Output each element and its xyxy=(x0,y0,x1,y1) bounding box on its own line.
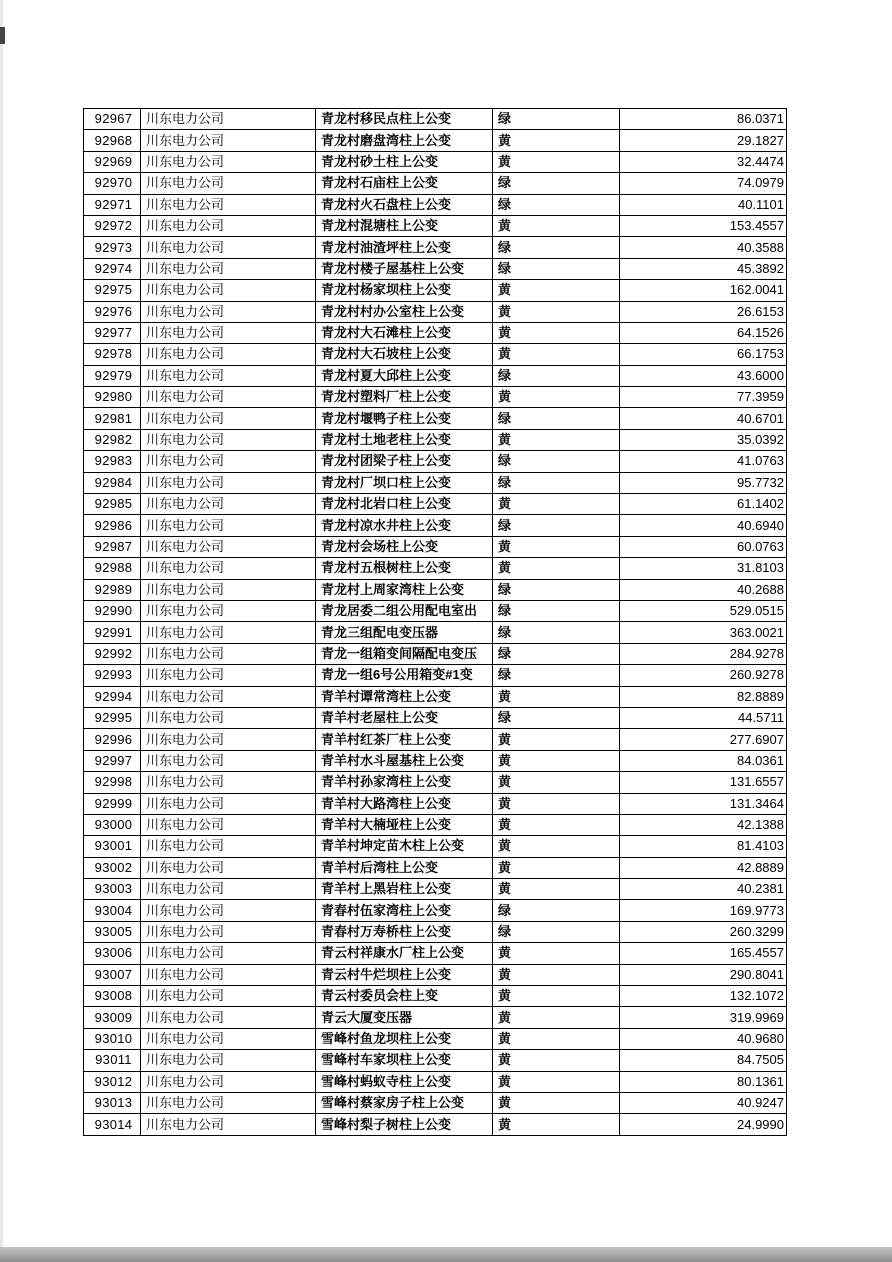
cell-name: 青龙村土地老柱上公变 xyxy=(316,429,493,450)
table-row xyxy=(84,1092,787,1113)
cell-name: 青龙村移民点柱上公变 xyxy=(316,109,493,130)
cell-id: 93004 xyxy=(84,900,141,921)
cell-id: 92986 xyxy=(84,515,141,536)
cell-value: 41.0763 xyxy=(620,451,787,472)
cell-value: 40.9247 xyxy=(620,1092,787,1113)
cell-company: 川东电力公司 xyxy=(141,215,316,236)
cell-value: 131.6557 xyxy=(620,772,787,793)
cell-id: 92983 xyxy=(84,451,141,472)
cell-id: 93014 xyxy=(84,1114,141,1135)
table-row xyxy=(84,1071,787,1092)
cell-company: 川东电力公司 xyxy=(141,194,316,215)
cell-value: 277.6907 xyxy=(620,729,787,750)
cell-name: 青龙村混塘柱上公变 xyxy=(316,215,493,236)
cell-company: 川东电力公司 xyxy=(141,772,316,793)
cell-status: 黄 xyxy=(493,943,620,964)
cell-company: 川东电力公司 xyxy=(141,151,316,172)
cell-name: 青龙村楼子屋基柱上公变 xyxy=(316,258,493,279)
cell-status: 绿 xyxy=(493,579,620,600)
cell-name: 青云大厦变压器 xyxy=(316,1007,493,1028)
cell-id: 93007 xyxy=(84,964,141,985)
cell-value: 40.6940 xyxy=(620,515,787,536)
table-row xyxy=(84,836,787,857)
cell-value: 45.3892 xyxy=(620,258,787,279)
cell-status: 黄 xyxy=(493,301,620,322)
cell-company: 川东电力公司 xyxy=(141,729,316,750)
cell-company: 川东电力公司 xyxy=(141,365,316,386)
cell-status: 黄 xyxy=(493,1071,620,1092)
cell-status: 黄 xyxy=(493,1007,620,1028)
cell-value: 131.3464 xyxy=(620,793,787,814)
cell-company: 川东电力公司 xyxy=(141,1092,316,1113)
table-row xyxy=(84,215,787,236)
cell-status: 绿 xyxy=(493,237,620,258)
cell-company: 川东电力公司 xyxy=(141,879,316,900)
cell-id: 92976 xyxy=(84,301,141,322)
cell-company: 川东电力公司 xyxy=(141,344,316,365)
cell-id: 92984 xyxy=(84,472,141,493)
table-row xyxy=(84,622,787,643)
cell-id: 92999 xyxy=(84,793,141,814)
cell-name: 青龙村会场柱上公变 xyxy=(316,536,493,557)
cell-status: 黄 xyxy=(493,964,620,985)
cell-company: 川东电力公司 xyxy=(141,1071,316,1092)
cell-name: 青龙村北岩口柱上公变 xyxy=(316,494,493,515)
cell-company: 川东电力公司 xyxy=(141,429,316,450)
table-row xyxy=(84,194,787,215)
cell-company: 川东电力公司 xyxy=(141,900,316,921)
cell-value: 61.1402 xyxy=(620,494,787,515)
table-row xyxy=(84,1028,787,1049)
table-row xyxy=(84,151,787,172)
table-row xyxy=(84,429,787,450)
cell-status: 绿 xyxy=(493,622,620,643)
cell-value: 290.8041 xyxy=(620,964,787,985)
cell-status: 黄 xyxy=(493,814,620,835)
table-row xyxy=(84,793,787,814)
cell-status: 黄 xyxy=(493,986,620,1007)
cell-name: 青龙一组箱变间隔配电变压 xyxy=(316,643,493,664)
table-row xyxy=(84,1114,787,1135)
cell-name: 青龙居委二组公用配电室出 xyxy=(316,600,493,621)
cell-value: 29.1827 xyxy=(620,130,787,151)
cell-name: 青龙村五根树柱上公变 xyxy=(316,558,493,579)
cell-value: 32.4474 xyxy=(620,151,787,172)
table-row xyxy=(84,280,787,301)
cell-value: 153.4557 xyxy=(620,215,787,236)
cell-value: 81.4103 xyxy=(620,836,787,857)
table-row xyxy=(84,451,787,472)
cell-id: 92967 xyxy=(84,109,141,130)
cell-status: 黄 xyxy=(493,280,620,301)
cell-value: 40.2688 xyxy=(620,579,787,600)
table-row xyxy=(84,130,787,151)
cell-value: 40.2381 xyxy=(620,879,787,900)
table-row xyxy=(84,579,787,600)
table-row xyxy=(84,772,787,793)
cell-name: 青龙村夏大邱柱上公变 xyxy=(316,365,493,386)
cell-company: 川东电力公司 xyxy=(141,622,316,643)
table-row xyxy=(84,921,787,942)
cell-name: 青龙村塑料厂柱上公变 xyxy=(316,387,493,408)
table-row xyxy=(84,729,787,750)
cell-name: 青龙村砂土柱上公变 xyxy=(316,151,493,172)
cell-status: 绿 xyxy=(493,600,620,621)
cell-value: 24.9990 xyxy=(620,1114,787,1135)
cell-status: 黄 xyxy=(493,387,620,408)
cell-id: 92997 xyxy=(84,750,141,771)
cell-name: 青羊村上黑岩柱上公变 xyxy=(316,879,493,900)
cell-value: 84.7505 xyxy=(620,1050,787,1071)
cell-company: 川东电力公司 xyxy=(141,301,316,322)
cell-id: 92981 xyxy=(84,408,141,429)
table-row xyxy=(84,686,787,707)
cell-value: 74.0979 xyxy=(620,173,787,194)
cell-company: 川东电力公司 xyxy=(141,451,316,472)
cell-id: 92992 xyxy=(84,643,141,664)
cell-status: 黄 xyxy=(493,879,620,900)
cell-value: 84.0361 xyxy=(620,750,787,771)
cell-id: 92991 xyxy=(84,622,141,643)
cell-value: 284.9278 xyxy=(620,643,787,664)
table-row xyxy=(84,237,787,258)
cell-company: 川东电力公司 xyxy=(141,836,316,857)
table-row xyxy=(84,558,787,579)
cell-status: 黄 xyxy=(493,686,620,707)
table-row xyxy=(84,750,787,771)
cell-status: 绿 xyxy=(493,643,620,664)
table-row xyxy=(84,387,787,408)
cell-name: 青羊村大路湾柱上公变 xyxy=(316,793,493,814)
cell-id: 93000 xyxy=(84,814,141,835)
cell-status: 黄 xyxy=(493,1050,620,1071)
cell-name: 青龙村杨家坝柱上公变 xyxy=(316,280,493,301)
table-row xyxy=(84,365,787,386)
cell-company: 川东电力公司 xyxy=(141,943,316,964)
cell-name: 青云村祥康水厂柱上公变 xyxy=(316,943,493,964)
cell-status: 黄 xyxy=(493,729,620,750)
cell-company: 川东电力公司 xyxy=(141,472,316,493)
cell-name: 青龙村油渣坪柱上公变 xyxy=(316,237,493,258)
cell-status: 黄 xyxy=(493,429,620,450)
cell-company: 川东电力公司 xyxy=(141,643,316,664)
cell-status: 绿 xyxy=(493,472,620,493)
cell-company: 川东电力公司 xyxy=(141,986,316,1007)
table-row xyxy=(84,814,787,835)
cell-value: 40.3588 xyxy=(620,237,787,258)
page-bottom-strip xyxy=(0,1247,892,1262)
table-row xyxy=(84,1050,787,1071)
cell-name: 青龙村大石坡柱上公变 xyxy=(316,344,493,365)
cell-value: 82.8889 xyxy=(620,686,787,707)
cell-name: 青羊村谭常湾柱上公变 xyxy=(316,686,493,707)
table-row xyxy=(84,344,787,365)
cell-status: 黄 xyxy=(493,322,620,343)
cell-name: 青龙村堰鸭子柱上公变 xyxy=(316,408,493,429)
cell-value: 169.9773 xyxy=(620,900,787,921)
table-row xyxy=(84,707,787,728)
cell-id: 92998 xyxy=(84,772,141,793)
cell-id: 93009 xyxy=(84,1007,141,1028)
cell-value: 319.9969 xyxy=(620,1007,787,1028)
cell-company: 川东电力公司 xyxy=(141,1114,316,1135)
table-row xyxy=(84,109,787,130)
cell-company: 川东电力公司 xyxy=(141,109,316,130)
cell-id: 93006 xyxy=(84,943,141,964)
cell-company: 川东电力公司 xyxy=(141,408,316,429)
cell-value: 260.9278 xyxy=(620,665,787,686)
cell-status: 绿 xyxy=(493,921,620,942)
cell-value: 42.1388 xyxy=(620,814,787,835)
cell-status: 黄 xyxy=(493,344,620,365)
cell-status: 绿 xyxy=(493,194,620,215)
cell-status: 黄 xyxy=(493,1092,620,1113)
cell-id: 93008 xyxy=(84,986,141,1007)
cell-status: 黄 xyxy=(493,1028,620,1049)
cell-value: 35.0392 xyxy=(620,429,787,450)
cell-name: 青龙村大石滩柱上公变 xyxy=(316,322,493,343)
cell-company: 川东电力公司 xyxy=(141,1007,316,1028)
cell-name: 青龙村上周家湾柱上公变 xyxy=(316,579,493,600)
cell-status: 黄 xyxy=(493,558,620,579)
cell-company: 川东电力公司 xyxy=(141,387,316,408)
cell-company: 川东电力公司 xyxy=(141,686,316,707)
cell-company: 川东电力公司 xyxy=(141,750,316,771)
cell-name: 雪峰村鱼龙坝柱上公变 xyxy=(316,1028,493,1049)
cell-company: 川东电力公司 xyxy=(141,665,316,686)
cell-value: 26.6153 xyxy=(620,301,787,322)
cell-status: 黄 xyxy=(493,215,620,236)
cell-status: 绿 xyxy=(493,365,620,386)
table-row xyxy=(84,900,787,921)
cell-value: 260.3299 xyxy=(620,921,787,942)
cell-company: 川东电力公司 xyxy=(141,814,316,835)
cell-id: 92979 xyxy=(84,365,141,386)
table-row xyxy=(84,536,787,557)
cell-name: 青羊村坤定苗木柱上公变 xyxy=(316,836,493,857)
cell-company: 川东电力公司 xyxy=(141,857,316,878)
cell-status: 黄 xyxy=(493,793,620,814)
cell-id: 92993 xyxy=(84,665,141,686)
table-row xyxy=(84,472,787,493)
cell-id: 92990 xyxy=(84,600,141,621)
cell-value: 77.3959 xyxy=(620,387,787,408)
cell-status: 绿 xyxy=(493,408,620,429)
cell-status: 黄 xyxy=(493,857,620,878)
cell-name: 青龙村团梁子柱上公变 xyxy=(316,451,493,472)
cell-company: 川东电力公司 xyxy=(141,536,316,557)
cell-name: 青龙三组配电变压器 xyxy=(316,622,493,643)
cell-id: 92973 xyxy=(84,237,141,258)
cell-name: 雪峰村蔡家房子柱上公变 xyxy=(316,1092,493,1113)
cell-company: 川东电力公司 xyxy=(141,173,316,194)
cell-company: 川东电力公司 xyxy=(141,964,316,985)
cell-value: 529.0515 xyxy=(620,600,787,621)
cell-name: 青龙村磨盘湾柱上公变 xyxy=(316,130,493,151)
cell-company: 川东电力公司 xyxy=(141,515,316,536)
cell-name: 青春村万寿桥柱上公变 xyxy=(316,921,493,942)
cell-company: 川东电力公司 xyxy=(141,579,316,600)
cell-value: 64.1526 xyxy=(620,322,787,343)
cell-status: 绿 xyxy=(493,451,620,472)
cell-id: 92995 xyxy=(84,707,141,728)
cell-id: 92974 xyxy=(84,258,141,279)
cell-company: 川东电力公司 xyxy=(141,237,316,258)
cell-id: 93002 xyxy=(84,857,141,878)
table-row xyxy=(84,173,787,194)
cell-id: 92971 xyxy=(84,194,141,215)
cell-id: 92985 xyxy=(84,494,141,515)
cell-id: 92987 xyxy=(84,536,141,557)
cell-value: 95.7732 xyxy=(620,472,787,493)
cell-status: 黄 xyxy=(493,1114,620,1135)
cell-name: 青羊村大楠垭柱上公变 xyxy=(316,814,493,835)
page-left-edge xyxy=(0,0,3,1262)
cell-id: 93013 xyxy=(84,1092,141,1113)
cell-status: 黄 xyxy=(493,151,620,172)
cell-value: 40.9680 xyxy=(620,1028,787,1049)
table-row xyxy=(84,943,787,964)
cell-company: 川东电力公司 xyxy=(141,600,316,621)
table-row xyxy=(84,665,787,686)
cell-value: 44.5711 xyxy=(620,707,787,728)
table-row xyxy=(84,408,787,429)
table-row xyxy=(84,301,787,322)
cell-name: 青龙村村办公室柱上公变 xyxy=(316,301,493,322)
transformer-table xyxy=(83,108,787,1136)
cell-company: 川东电力公司 xyxy=(141,258,316,279)
cell-status: 黄 xyxy=(493,536,620,557)
cell-company: 川东电力公司 xyxy=(141,494,316,515)
table-row xyxy=(84,857,787,878)
cell-id: 93005 xyxy=(84,921,141,942)
cell-id: 93011 xyxy=(84,1050,141,1071)
table-row xyxy=(84,879,787,900)
cell-id: 92988 xyxy=(84,558,141,579)
cell-name: 青春村伍家湾柱上公变 xyxy=(316,900,493,921)
table-row xyxy=(84,964,787,985)
cell-name: 青龙村火石盘柱上公变 xyxy=(316,194,493,215)
cell-id: 92978 xyxy=(84,344,141,365)
cell-company: 川东电力公司 xyxy=(141,707,316,728)
cell-status: 绿 xyxy=(493,900,620,921)
cell-id: 92977 xyxy=(84,322,141,343)
cell-id: 93001 xyxy=(84,836,141,857)
cell-name: 雪峰村蚂蚁寺柱上公变 xyxy=(316,1071,493,1092)
cell-value: 80.1361 xyxy=(620,1071,787,1092)
cell-company: 川东电力公司 xyxy=(141,130,316,151)
cell-id: 92980 xyxy=(84,387,141,408)
cell-value: 60.0763 xyxy=(620,536,787,557)
cell-value: 363.0021 xyxy=(620,622,787,643)
cell-status: 绿 xyxy=(493,173,620,194)
cell-value: 66.1753 xyxy=(620,344,787,365)
table-row xyxy=(84,494,787,515)
table-row xyxy=(84,600,787,621)
cell-company: 川东电力公司 xyxy=(141,793,316,814)
cell-status: 绿 xyxy=(493,665,620,686)
cell-name: 青羊村后湾柱上公变 xyxy=(316,857,493,878)
cell-name: 雪峰村车家坝柱上公变 xyxy=(316,1050,493,1071)
cell-name: 青羊村老屋柱上公变 xyxy=(316,707,493,728)
cell-name: 青云村委员会柱上变 xyxy=(316,986,493,1007)
cell-id: 92972 xyxy=(84,215,141,236)
cell-value: 42.8889 xyxy=(620,857,787,878)
cell-value: 40.6701 xyxy=(620,408,787,429)
cell-name: 雪峰村梨子树柱上公变 xyxy=(316,1114,493,1135)
page-edge-mark xyxy=(0,27,5,44)
cell-id: 92969 xyxy=(84,151,141,172)
cell-value: 165.4557 xyxy=(620,943,787,964)
cell-status: 黄 xyxy=(493,494,620,515)
cell-company: 川东电力公司 xyxy=(141,1028,316,1049)
cell-status: 黄 xyxy=(493,836,620,857)
cell-id: 93012 xyxy=(84,1071,141,1092)
table-row xyxy=(84,986,787,1007)
cell-id: 92994 xyxy=(84,686,141,707)
cell-id: 93003 xyxy=(84,879,141,900)
cell-id: 92989 xyxy=(84,579,141,600)
cell-value: 40.1101 xyxy=(620,194,787,215)
table-row xyxy=(84,643,787,664)
cell-value: 86.0371 xyxy=(620,109,787,130)
cell-status: 黄 xyxy=(493,772,620,793)
cell-name: 青龙一组6号公用箱变#1变 xyxy=(316,665,493,686)
table-row xyxy=(84,515,787,536)
cell-name: 青羊村孙家湾柱上公变 xyxy=(316,772,493,793)
cell-id: 92968 xyxy=(84,130,141,151)
table-body xyxy=(84,109,787,1136)
cell-status: 绿 xyxy=(493,515,620,536)
cell-company: 川东电力公司 xyxy=(141,558,316,579)
table-row xyxy=(84,258,787,279)
cell-value: 132.1072 xyxy=(620,986,787,1007)
table-row xyxy=(84,322,787,343)
cell-status: 绿 xyxy=(493,707,620,728)
cell-name: 青龙村凉水井柱上公变 xyxy=(316,515,493,536)
cell-id: 92996 xyxy=(84,729,141,750)
cell-name: 青龙村石庙柱上公变 xyxy=(316,173,493,194)
cell-status: 黄 xyxy=(493,750,620,771)
cell-company: 川东电力公司 xyxy=(141,921,316,942)
cell-value: 162.0041 xyxy=(620,280,787,301)
cell-company: 川东电力公司 xyxy=(141,322,316,343)
cell-value: 31.8103 xyxy=(620,558,787,579)
cell-id: 92970 xyxy=(84,173,141,194)
cell-status: 黄 xyxy=(493,130,620,151)
cell-value: 43.6000 xyxy=(620,365,787,386)
cell-name: 青羊村水斗屋基柱上公变 xyxy=(316,750,493,771)
cell-status: 绿 xyxy=(493,258,620,279)
cell-id: 93010 xyxy=(84,1028,141,1049)
cell-name: 青龙村厂坝口柱上公变 xyxy=(316,472,493,493)
cell-status: 绿 xyxy=(493,109,620,130)
cell-id: 92975 xyxy=(84,280,141,301)
cell-name: 青羊村红茶厂柱上公变 xyxy=(316,729,493,750)
cell-company: 川东电力公司 xyxy=(141,280,316,301)
cell-name: 青云村牛烂坝柱上公变 xyxy=(316,964,493,985)
cell-id: 92982 xyxy=(84,429,141,450)
cell-company: 川东电力公司 xyxy=(141,1050,316,1071)
table-row xyxy=(84,1007,787,1028)
